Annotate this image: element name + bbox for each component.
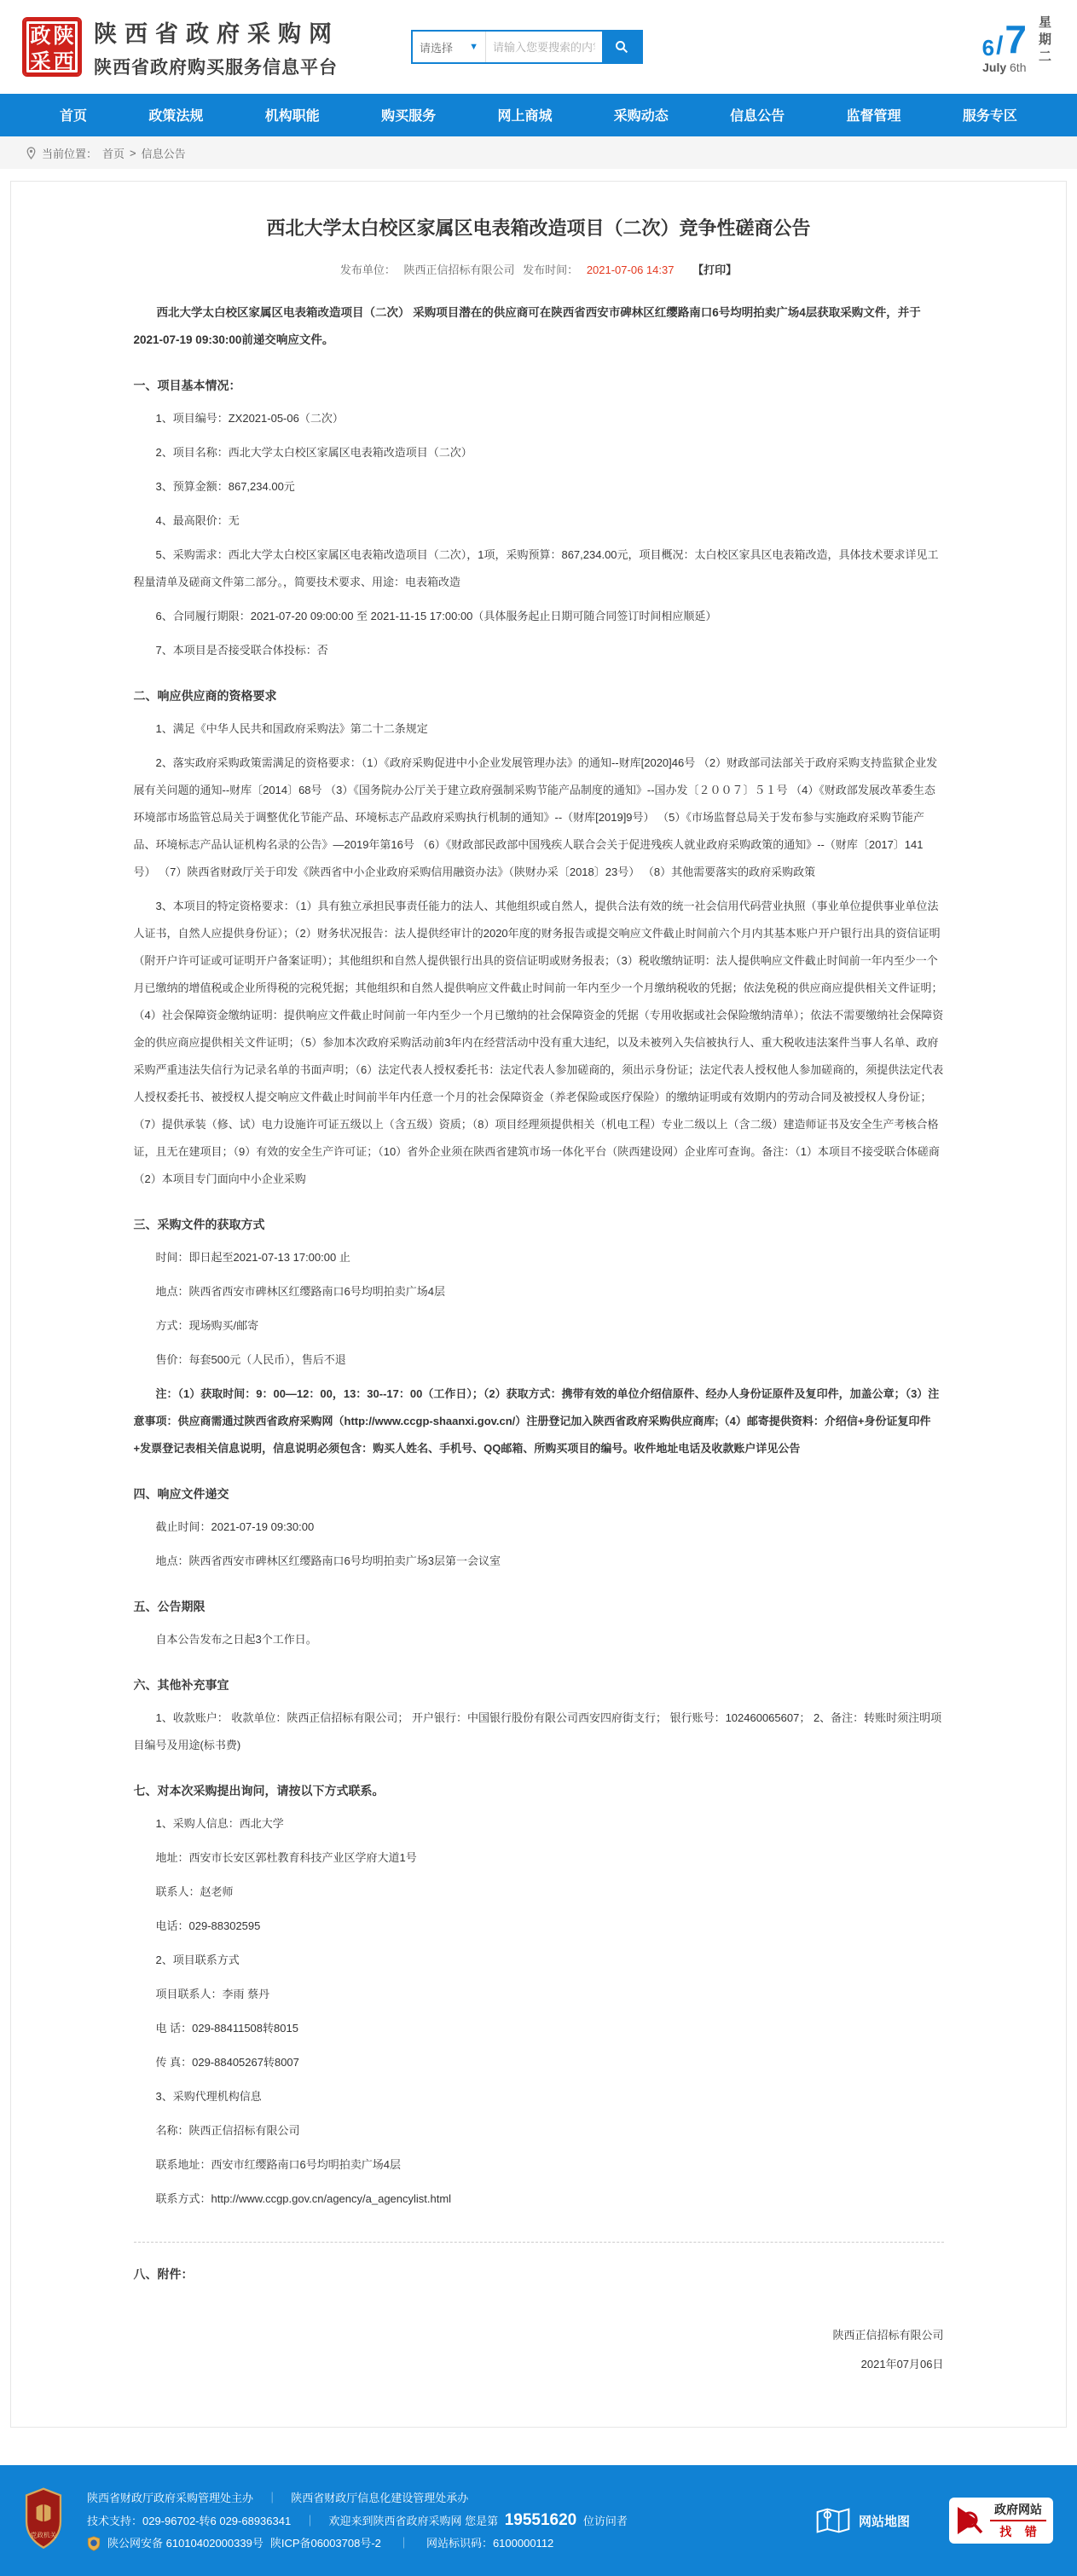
date-left bbox=[981, 17, 1027, 74]
nav-item-supervision[interactable]: 监督管理 bbox=[846, 108, 901, 124]
breadcrumb-current: 信息公告 bbox=[141, 147, 186, 160]
article-paragraph: 地点：陕西省西安市碑林区红缨路南口6号均明拍卖广场3层第一会议室 bbox=[155, 1554, 501, 1567]
breadcrumb-home-link[interactable]: 首页 bbox=[102, 147, 125, 160]
publish-time-label: 发布时间： bbox=[523, 263, 579, 276]
section-heading: 二、响应供应商的资格要求 bbox=[133, 689, 277, 703]
nav-item-procurement-news[interactable]: 采购动态 bbox=[613, 108, 669, 124]
article-paragraph: 电话：029-88302595 bbox=[155, 1919, 261, 1932]
article-paragraph: 1、项目编号：ZX2021-05-06（二次） bbox=[155, 412, 344, 425]
publish-time-value: 2021-07-06 14:37 bbox=[586, 263, 675, 276]
breadcrumb-separator: > bbox=[130, 146, 136, 159]
nav-item-purchase-service[interactable]: 购买服务 bbox=[381, 108, 437, 124]
article-title: 西北大学太白校区家属区电表箱改造项目（二次）竞争性磋商公告 bbox=[266, 217, 811, 239]
signoff-date: 2021年07月06日 bbox=[860, 2358, 944, 2370]
error-report-text bbox=[990, 2501, 1046, 2540]
error-report-icon bbox=[956, 2504, 985, 2538]
article-paragraph: 方式：现场购买/邮寄 bbox=[155, 1319, 259, 1332]
footer-line2 bbox=[87, 2509, 628, 2533]
seal-char: 采 bbox=[30, 50, 51, 73]
article-paragraph-note: 注：（1）获取时间：9：00—12：00，13：30--17：00（工作日）；（2）获取方式：携带有效的单位介绍信原件、经办人身份证原件及复印件，加盖公章；（3）注意事项：供应商需通过陕西省政府采购网（http://www.ccgp-shaanxi.gov.cn/）注册登记加入陕西省政府采购供应商库;（4）邮寄提供资料：介绍信+身份证复印件+发票登记表相关信息说明，信息说明必须包含：购买人姓名、手机号、QQ邮箱、所购买项目的编号。收件地址电话及收款账户详见公告 bbox=[133, 1387, 940, 1455]
nav-item-service-zone[interactable]: 服务专区 bbox=[962, 108, 1017, 124]
publisher-label: 发布单位： bbox=[339, 263, 396, 276]
search-select-label: 请选择 bbox=[420, 41, 454, 55]
article-paragraph: 项目联系人：李雨 蔡丹 bbox=[155, 1988, 270, 2000]
article-paragraph: 1、收款账户： 收款单位：陕西正信招标有限公司； 开户银行：中国银行股份有限公司西安四府街支行； 银行账号：102460065607； 2、备注：转账时须注明项目编号及用途(标书费) bbox=[133, 1711, 942, 1751]
footer-line1 bbox=[87, 2487, 628, 2509]
search-icon bbox=[614, 39, 629, 55]
article-paragraph: 6、合同履行期限：2021-07-20 09:00:00 至 2021-11-15 17:00:00（具体服务起止日期可随合同签订时间相应顺延） bbox=[155, 610, 717, 622]
site-titles bbox=[94, 15, 339, 79]
site-header bbox=[0, 0, 1077, 94]
section-heading: 五、公告期限 bbox=[133, 1600, 206, 1613]
nav-item-functions[interactable]: 机构职能 bbox=[264, 108, 320, 124]
section-heading: 七、对本次采购提出询问，请按以下方式联系。 bbox=[133, 1784, 385, 1797]
site-logo-seal bbox=[24, 19, 80, 75]
article-intro: 西北大学太白校区家属区电表箱改造项目（二次） 采购项目潜在的供应商可在陕西省西安市碑林区红缨路南口6号均明拍卖广场4层获取采购文件，并于2021-07-19 09:30:00前递交响应文件。 bbox=[133, 306, 921, 346]
search-bar bbox=[411, 30, 643, 64]
emblem-label: 党政机关 bbox=[30, 2530, 57, 2538]
article-paragraph: 1、采购人信息：西北大学 bbox=[155, 1817, 284, 1830]
article-paragraph: 名称：陕西正信招标有限公司 bbox=[155, 2124, 300, 2137]
site-subtitle: 陕西省政府购买服务信息平台 bbox=[94, 57, 338, 78]
date-numbers bbox=[981, 17, 1027, 61]
section-heading: 一、项目基本情况： bbox=[133, 379, 241, 392]
article-inner bbox=[134, 214, 944, 2379]
footer-tech-support: 技术支持：029-96702-转6 029-68936341 bbox=[87, 2514, 292, 2527]
article-paragraph: 联系地址：西安市红缨路南口6号均明拍卖广场4层 bbox=[155, 2158, 401, 2171]
sitemap-map-icon bbox=[816, 2506, 850, 2535]
article-paragraph: 传 真：029-88405267转8007 bbox=[155, 2056, 299, 2069]
section-heading: 六、其他补充事宜 bbox=[133, 1678, 229, 1692]
signoff bbox=[134, 2321, 944, 2379]
signoff-company: 陕西正信招标有限公司 bbox=[832, 2329, 944, 2342]
attachments-heading: 八、附件： bbox=[133, 2267, 194, 2281]
error-report-line2: 找 错 bbox=[999, 2527, 1042, 2539]
date-slash: / bbox=[996, 32, 1004, 60]
nav-item-home[interactable]: 首页 bbox=[60, 108, 88, 124]
search-category-select[interactable] bbox=[413, 32, 486, 62]
print-button[interactable]: 【打印】 bbox=[692, 263, 738, 276]
article-card bbox=[10, 181, 1067, 2428]
article-paragraph: 3、预算金额：867,234.00元 bbox=[155, 480, 295, 493]
footer-separator: ｜ bbox=[266, 2491, 278, 2504]
site-code: 网站标识码：6100000112 bbox=[426, 2536, 554, 2550]
footer-welcome-suffix: 位访问者 bbox=[582, 2514, 628, 2527]
location-pin-icon bbox=[26, 147, 37, 159]
brand[interactable] bbox=[24, 15, 339, 79]
footer-organizer: 陕西省财政厅信息化建设管理处承办 bbox=[291, 2491, 469, 2504]
search-button[interactable] bbox=[602, 32, 641, 62]
weekday-label: 星期二 bbox=[1037, 15, 1051, 67]
date-display bbox=[982, 15, 1053, 78]
seal-char: 陕 bbox=[53, 25, 74, 48]
article-paragraph: 地址：西安市长安区郭杜教育科技产业区学府大道1号 bbox=[155, 1851, 417, 1864]
day-number: 7 bbox=[1005, 17, 1027, 61]
month-english: July bbox=[982, 61, 1007, 74]
footer-line3 bbox=[87, 2533, 628, 2555]
article-paragraph: 3、本项目的特定资格要求：（1）具有独立承担民事责任能力的法人、其他组织或自然人，提供合法有效的统一社会信用代码营业执照（事业单位提供事业单位法人证书，自然人应提供身份证）；（2）财务状况报告：法人提供经审计的2020年度的财务报告或提交响应文件截止时间前六个月内其基本账户开户银行出具的资信证明（附开户许可证或可证明开户备案证明）；其他组织和自然人提供银行出具的资信证明或财务报表；（3）税收缴纳证明：法人提供响应文件截止时间前一年内至少一个月已缴纳的增值税或企业所得税的完税凭据；其他组织和自然人提供响应文件截止时间前一年内至少一个月缴纳税收的凭据；依法免税的供应商应提供相关文件证明；（4）社会保障资金缴纳证明：提供响应文件截止时间前一年内至少一个月已缴纳的社会保障资金的凭据（专用收据或社会保险缴纳清单）；依法不需要缴纳社会保障资金的供应商应提供相关文件证明；（5）参加本次政府采购活动前3年内在经营活动中没有重大违纪，以及未被列入失信被执行人、重大税收违法案件当事人名单、政府采购严重违法失信行为记录名单的书面声明；（6）法定代表人授权委托书：法定代表人参加磋商的，须出示身份证；法定代表人授权他人参加磋商的，须提供法定代表人授权委托书、被授权人提交响应文件截止时间前半年内任意一个月的社会保障资金（养老保险或医疗保险）的缴纳证明或有效期内的劳动合同及被授权人身份证；（7）提供承装（修、试）电力设施许可证五级以上（含五级）资质；（8）项目经理须提供相关（机电工程）专业二级以上（含二级）建造师证书及安全生产考核合格证，且无在建项目；（9）有效的安全生产许可证；（10）省外企业须在陕西省建筑市场一体化平台（陕西建设网）企业库可查询。备注：（1）本项目不接受联合体磋商（2）本项目专门面向中小企业采购 bbox=[133, 900, 944, 1185]
footer-welcome-prefix: 欢迎来到陕西省政府采购网 您是第 bbox=[328, 2514, 499, 2527]
government-emblem bbox=[24, 2487, 63, 2555]
error-report-line1: 政府网站 bbox=[990, 2501, 1046, 2521]
article-paragraph: 1、满足《中华人民共和国政府采购法》第二十二条规定 bbox=[155, 722, 428, 735]
site-footer bbox=[0, 2465, 1077, 2576]
footer-text bbox=[87, 2487, 628, 2555]
footer-separator: ｜ bbox=[304, 2514, 316, 2527]
date-english bbox=[982, 61, 1027, 74]
article-paragraph: 2、项目联系方式 bbox=[155, 1954, 240, 1966]
site-title: 陕西省政府采购网 bbox=[94, 20, 339, 47]
article-paragraph: 售价：每套500元（人民币），售后不退 bbox=[155, 1353, 346, 1366]
beian-icp-link[interactable]: 陕ICP备06003708号-2 bbox=[269, 2536, 381, 2550]
article-paragraph: 4、最高限价：无 bbox=[155, 514, 240, 527]
sitemap-link[interactable] bbox=[816, 2506, 910, 2535]
main-nav bbox=[0, 94, 1077, 135]
article-paragraph: 联系方式：http://www.ccgp.gov.cn/agency/a_agencylist.html bbox=[155, 2192, 452, 2205]
day-english: 6th bbox=[1010, 61, 1027, 74]
article-paragraph: 地点：陕西省西安市碑林区红缨路南口6号均明拍卖广场4层 bbox=[155, 1285, 445, 1298]
article-paragraph: 时间：即日起至2021-07-13 17:00:00 止 bbox=[155, 1251, 350, 1264]
nav-item-announcements[interactable]: 信息公告 bbox=[730, 108, 785, 124]
article-paragraph: 7、本项目是否接受联合体投标：否 bbox=[155, 644, 328, 657]
footer-separator: ｜ bbox=[397, 2536, 409, 2550]
visitor-count: 19551620 bbox=[504, 2510, 577, 2529]
article-paragraph: 截止时间：2021-07-19 09:30:00 bbox=[155, 1520, 315, 1533]
publisher-value: 陕西正信招标有限公司 bbox=[403, 263, 515, 276]
footer-host: 陕西省财政厅政府采购管理处主办 bbox=[87, 2491, 254, 2504]
gov-site-error-report-badge[interactable] bbox=[949, 2498, 1053, 2544]
article-meta bbox=[134, 261, 944, 277]
chevron-down-icon: ▼ bbox=[469, 42, 478, 52]
dashed-divider bbox=[134, 2242, 944, 2243]
article-paragraph: 联系人：赵老师 bbox=[155, 1885, 234, 1898]
seal-char: 政 bbox=[30, 25, 51, 48]
month-number: 6 bbox=[981, 35, 995, 61]
nav-item-online-mall[interactable]: 网上商城 bbox=[497, 108, 553, 124]
seal-char: 西 bbox=[53, 50, 74, 73]
article-paragraph: 电 话：029-88411508转8015 bbox=[155, 2022, 298, 2035]
breadcrumb-label: 当前位置： bbox=[42, 147, 98, 160]
section-heading: 三、采购文件的获取方式 bbox=[133, 1218, 265, 1231]
section-heading: 四、响应文件递交 bbox=[133, 1487, 229, 1501]
sitemap-label: 网站地图 bbox=[858, 2514, 910, 2529]
article-paragraph: 2、落实政府采购政策需满足的资格要求：（1）《政府采购促进中小企业发展管理办法》的通知--财库[2020]46号 （2）财政部司法部关于政府采购支持监狱企业发展有关问题的通知--财库〔2014〕68号 （3）《国务院办公厅关于建立政府强制采购节能产品制度的通知》--国办发〔２００７〕５１号 （4）《财政部发展改革委生态环境部市场监管总局关于调整优化节能产品、环境标志产品政府采购执行机制的通知》--（财库[2019]9号） （5）《市场监督总局关于发布参与实施政府采购节能产品、环境标志产品认证机构名录的公告》—2019年第16号 （6）《财政部民政部中国残疾人联合会关于促进残疾人就业政府采购政策的通知》--（财库〔2017〕141号） （7）陕西省财政厅关于印发《陕西省中小企业政府采购信用融资办法》（陕财办采〔2018〕23号） （8）其他需要落实的政府采购政策 bbox=[133, 756, 938, 878]
footer-right bbox=[816, 2498, 1053, 2544]
nav-item-policies[interactable]: 政策法规 bbox=[148, 108, 204, 124]
beian-psb-link[interactable]: 陕公网安备 61010402000339号 bbox=[107, 2536, 263, 2550]
article-paragraph: 5、采购需求：西北大学太白校区家属区电表箱改造项目（二次），1项，采购预算：867,234.00元，项目概况：太白校区家具区电表箱改造，具体技术要求详见工程量清单及磋商文件第二部分。，简要技术要求、用途：电表箱改造 bbox=[133, 548, 939, 588]
police-badge-icon bbox=[87, 2536, 101, 2551]
search-input[interactable] bbox=[486, 32, 602, 62]
article-paragraph: 2、项目名称：西北大学太白校区家属区电表箱改造项目（二次） bbox=[155, 446, 472, 459]
article-paragraph: 自本公告发布之日起3个工作日。 bbox=[155, 1633, 317, 1646]
breadcrumb bbox=[0, 135, 1077, 169]
article-paragraph: 3、采购代理机构信息 bbox=[155, 2090, 262, 2103]
